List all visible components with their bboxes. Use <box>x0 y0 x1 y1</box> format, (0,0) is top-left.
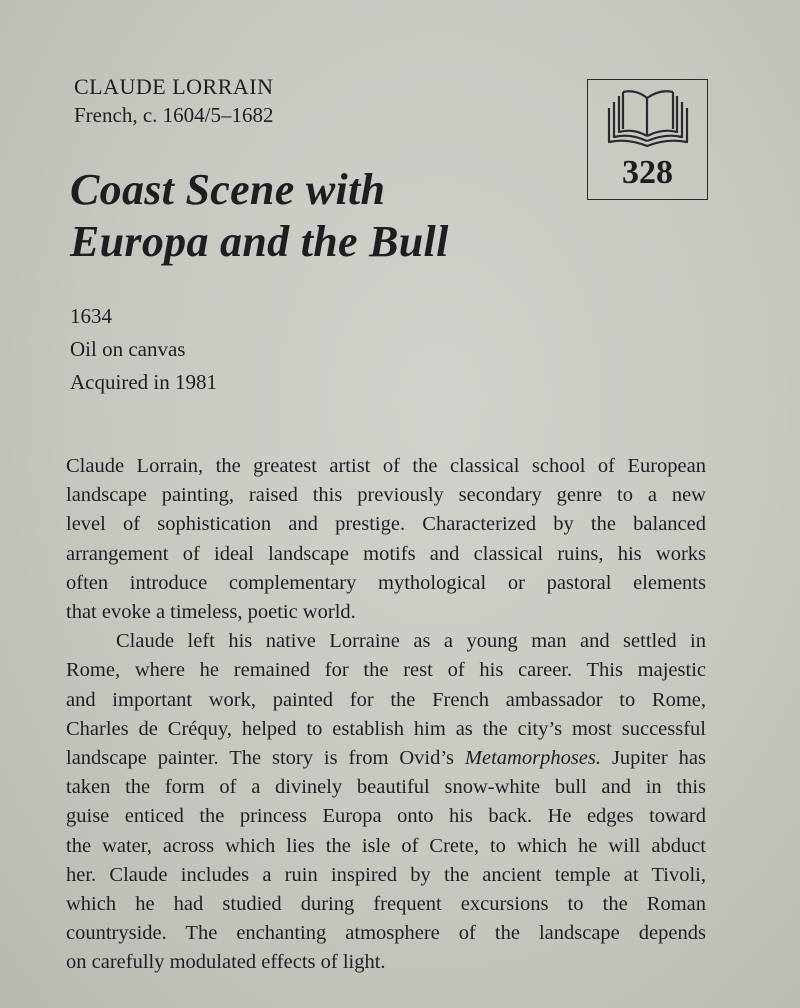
artwork-date: 1634 <box>70 304 112 328</box>
paragraph-2 <box>66 627 706 977</box>
catalog-number: 328 <box>622 154 673 191</box>
description-text <box>66 452 706 978</box>
text-line: which he had studied during frequent excursions to the Roman <box>66 893 706 916</box>
text-line: often introduce complementary mythological or pastoral elements <box>66 571 706 594</box>
text-line: the water, across which lies the isle of Crete, to which he will abduct <box>66 834 706 857</box>
artwork-medium: Oil on canvas <box>70 337 186 361</box>
artwork-title <box>70 164 449 268</box>
text-line: Rome, where he remained for the rest of his career. This majestic <box>66 659 706 682</box>
paragraph-1 <box>66 452 706 627</box>
text-line: level of sophistication and prestige. Characterized by the balanced <box>66 513 706 536</box>
book-title: Metamorphoses. <box>464 747 602 770</box>
catalog-number-box <box>587 79 708 200</box>
text-line <box>66 744 706 773</box>
text-line: landscape painting, raised this previously secondary genre to a new <box>66 484 706 507</box>
text-segment: Jupiter has <box>601 747 706 770</box>
text-line: Claude Lorrain, the greatest artist of the classical school of European <box>66 455 706 477</box>
text-line: guise enticed the princess Europa onto his back. He edges toward <box>66 805 706 828</box>
text-line: Charles de Créquy, helped to establish him as the city’s most successful <box>66 717 706 740</box>
text-line: her. Claude includes a ruin inspired by the ancient temple at Tivoli, <box>66 863 706 886</box>
text-line: countryside. The enchanting atmosphere of the landscape depends <box>66 922 706 945</box>
text-line: that evoke a timeless, poetic world. <box>66 601 356 624</box>
open-book-icon <box>605 86 691 152</box>
artist-nationality-dates: French, c. 1604/5–1682 <box>74 103 274 127</box>
text-segment: landscape painter. The story is from Ovid’s <box>66 747 465 770</box>
text-line: and important work, painted for the French ambassador to Rome, <box>66 688 706 711</box>
artist-name: CLAUDE LORRAIN <box>74 74 274 99</box>
artwork-title-line: Europa and the Bull <box>70 217 449 266</box>
artwork-title-line: Coast Scene with <box>70 165 386 214</box>
text-line: Claude left his native Lorraine as a young man and settled in <box>116 630 706 653</box>
text-line: arrangement of ideal landscape motifs and classical ruins, his works <box>66 542 706 565</box>
artwork-acquisition: Acquired in 1981 <box>70 370 217 394</box>
text-line: taken the form of a divinely beautiful snow-white bull and in this <box>66 776 706 799</box>
artwork-details <box>70 300 217 399</box>
text-line: on carefully modulated effects of light. <box>66 951 386 974</box>
